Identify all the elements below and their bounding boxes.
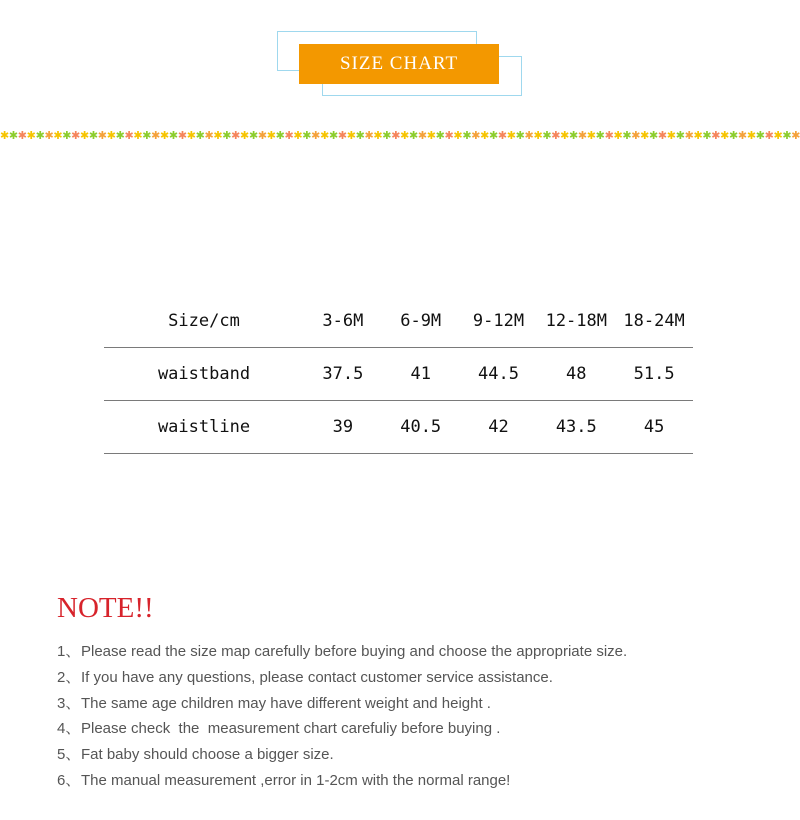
note-text: Fat baby should choose a bigger size. bbox=[81, 746, 334, 764]
flower-icon: ✱ bbox=[293, 129, 303, 142]
flower-icon: ✱ bbox=[524, 129, 534, 142]
flower-icon: ✱ bbox=[133, 129, 143, 142]
flower-icon: ✱ bbox=[400, 129, 410, 142]
flower-icon: ✱ bbox=[195, 129, 205, 142]
table-cell: 43.5 bbox=[537, 401, 615, 454]
flower-icon: ✱ bbox=[275, 129, 285, 142]
flower-icon: ✱ bbox=[595, 129, 605, 142]
table-cell: 41 bbox=[382, 348, 460, 401]
flower-icon: ✱ bbox=[284, 129, 294, 142]
flower-icon: ✱ bbox=[622, 129, 632, 142]
flower-icon: ✱ bbox=[62, 129, 72, 142]
note-text: The same age children may have different weight and height . bbox=[81, 694, 491, 712]
flower-icon: ✱ bbox=[17, 129, 27, 142]
flower-icon: ✱ bbox=[311, 129, 321, 142]
table-cell: 42 bbox=[460, 401, 538, 454]
flower-icon: ✱ bbox=[151, 129, 161, 142]
flower-icon: ✱ bbox=[551, 129, 561, 142]
note-text: The manual measurement ,error in 1-2cm with the normal range! bbox=[81, 771, 511, 789]
flower-icon: ✱ bbox=[488, 129, 499, 142]
note-text: Please read the size map carefully before buying and choose the appropriate size. bbox=[81, 643, 628, 660]
table-header-cell: 12-18M bbox=[537, 295, 615, 348]
flower-icon: ✱ bbox=[631, 129, 641, 142]
note-number: 4、 bbox=[57, 720, 81, 738]
table-cell: 37.5 bbox=[304, 348, 382, 401]
table-cell: waistline bbox=[104, 401, 304, 454]
flower-icon: ✱ bbox=[142, 129, 152, 142]
flower-icon: ✱ bbox=[613, 129, 623, 142]
flower-icon: ✱ bbox=[0, 129, 10, 142]
table-header-cell: Size/cm bbox=[104, 295, 304, 348]
flower-icon: ✱ bbox=[160, 129, 170, 142]
flower-icon: ✱ bbox=[515, 129, 525, 142]
flower-icon: ✱ bbox=[435, 129, 445, 142]
flower-icon: ✱ bbox=[657, 129, 668, 142]
flower-icon: ✱ bbox=[453, 129, 463, 142]
flower-icon: ✱ bbox=[720, 129, 730, 142]
flower-icon: ✱ bbox=[480, 129, 490, 142]
table-header-row bbox=[104, 295, 693, 348]
flower-icon: ✱ bbox=[124, 129, 134, 142]
flower-icon: ✱ bbox=[222, 129, 232, 142]
flower-icon: ✱ bbox=[44, 129, 54, 142]
flower-icon: ✱ bbox=[560, 129, 570, 142]
flower-icon: ✱ bbox=[106, 129, 116, 142]
note-item bbox=[57, 718, 627, 744]
flower-icon: ✱ bbox=[693, 129, 703, 142]
flower-icon: ✱ bbox=[533, 129, 543, 142]
table-header-cell: 6-9M bbox=[382, 295, 460, 348]
flower-icon: ✱ bbox=[649, 129, 659, 142]
flower-icon: ✱ bbox=[773, 129, 783, 142]
flower-icon: ✱ bbox=[71, 129, 81, 142]
flower-icon: ✱ bbox=[604, 129, 614, 142]
flower-icon: ✱ bbox=[168, 129, 179, 142]
flower-icon: ✱ bbox=[586, 129, 596, 142]
flower-icon: ✱ bbox=[408, 129, 419, 142]
flower-icon: ✱ bbox=[702, 129, 712, 142]
flower-icon: ✱ bbox=[53, 129, 63, 142]
size-chart-title: SIZE CHART bbox=[299, 44, 499, 84]
table-cell: 45 bbox=[615, 401, 693, 454]
size-table bbox=[104, 295, 693, 454]
flower-icon: ✱ bbox=[426, 129, 436, 142]
note-number: 6、 bbox=[57, 771, 81, 789]
flower-icon: ✱ bbox=[711, 129, 721, 142]
flower-icon: ✱ bbox=[666, 129, 677, 142]
flower-border bbox=[0, 129, 800, 143]
note-text: Please check the measurement chart carefuliy before buying . bbox=[81, 720, 501, 738]
table-cell: 40.5 bbox=[382, 401, 460, 454]
flower-icon: ✱ bbox=[213, 129, 223, 142]
flower-icon: ✱ bbox=[355, 129, 365, 142]
flower-icon: ✱ bbox=[320, 129, 330, 142]
note-text: If you have any questions, please contact customer service assistance. bbox=[81, 668, 553, 686]
table-header-cell: 3-6M bbox=[304, 295, 382, 348]
table-cell: 39 bbox=[304, 401, 382, 454]
flower-icon: ✱ bbox=[791, 129, 800, 142]
table-header-cell: 18-24M bbox=[615, 295, 693, 348]
flower-icon: ✱ bbox=[88, 129, 99, 142]
flower-icon: ✱ bbox=[417, 129, 428, 142]
note-number: 2、 bbox=[57, 668, 81, 686]
flower-icon: ✱ bbox=[506, 129, 516, 142]
flower-icon: ✱ bbox=[248, 129, 259, 142]
note-number: 5、 bbox=[57, 746, 81, 764]
flower-icon: ✱ bbox=[684, 129, 694, 142]
flower-icon: ✱ bbox=[444, 129, 454, 142]
flower-icon: ✱ bbox=[764, 129, 774, 142]
flower-icon: ✱ bbox=[337, 129, 348, 142]
flower-icon: ✱ bbox=[97, 129, 108, 142]
flower-icon: ✱ bbox=[257, 129, 268, 142]
flower-icon: ✱ bbox=[577, 129, 588, 142]
table-cell: 51.5 bbox=[615, 348, 693, 401]
flower-icon: ✱ bbox=[542, 129, 552, 142]
table-header-cell: 9-12M bbox=[460, 295, 538, 348]
flower-icon: ✱ bbox=[640, 129, 650, 142]
flower-icon: ✱ bbox=[782, 129, 792, 142]
table-cell: 44.5 bbox=[460, 348, 538, 401]
flower-icon: ✱ bbox=[231, 129, 241, 142]
table-row bbox=[104, 348, 693, 401]
flower-icon: ✱ bbox=[346, 129, 356, 142]
flower-icon: ✱ bbox=[80, 129, 90, 142]
flower-icon: ✱ bbox=[746, 129, 757, 142]
flower-icon: ✱ bbox=[382, 129, 392, 142]
flower-icon: ✱ bbox=[569, 129, 579, 142]
flower-icon: ✱ bbox=[266, 129, 276, 142]
note-item bbox=[57, 667, 627, 693]
flower-icon: ✱ bbox=[391, 129, 401, 142]
note-number: 3、 bbox=[57, 694, 81, 712]
flower-icon: ✱ bbox=[35, 129, 45, 142]
flower-icon: ✱ bbox=[177, 129, 188, 142]
flower-icon: ✱ bbox=[115, 129, 125, 142]
note-item bbox=[57, 770, 627, 796]
flower-icon: ✱ bbox=[8, 129, 19, 142]
flower-icon: ✱ bbox=[302, 129, 312, 142]
notes-list bbox=[57, 641, 627, 796]
flower-icon: ✱ bbox=[240, 129, 250, 142]
table-row bbox=[104, 401, 693, 454]
note-item bbox=[57, 744, 627, 770]
flower-icon: ✱ bbox=[364, 129, 374, 142]
flower-icon: ✱ bbox=[471, 129, 481, 142]
flower-icon: ✱ bbox=[729, 129, 739, 142]
flower-icon: ✱ bbox=[497, 129, 508, 142]
flower-icon: ✱ bbox=[328, 129, 339, 142]
flower-icon: ✱ bbox=[462, 129, 472, 142]
note-item bbox=[57, 693, 627, 719]
flower-icon: ✱ bbox=[373, 129, 383, 142]
note-title: NOTE!! bbox=[57, 592, 154, 624]
note-item bbox=[57, 641, 627, 667]
flower-icon: ✱ bbox=[26, 129, 36, 142]
flower-icon: ✱ bbox=[737, 129, 748, 142]
note-number: 1、 bbox=[57, 643, 81, 660]
flower-icon: ✱ bbox=[186, 129, 196, 142]
flower-icon: ✱ bbox=[204, 129, 214, 142]
table-cell: waistband bbox=[104, 348, 304, 401]
flower-icon: ✱ bbox=[755, 129, 765, 142]
table-cell: 48 bbox=[537, 348, 615, 401]
flower-icon: ✱ bbox=[675, 129, 685, 142]
